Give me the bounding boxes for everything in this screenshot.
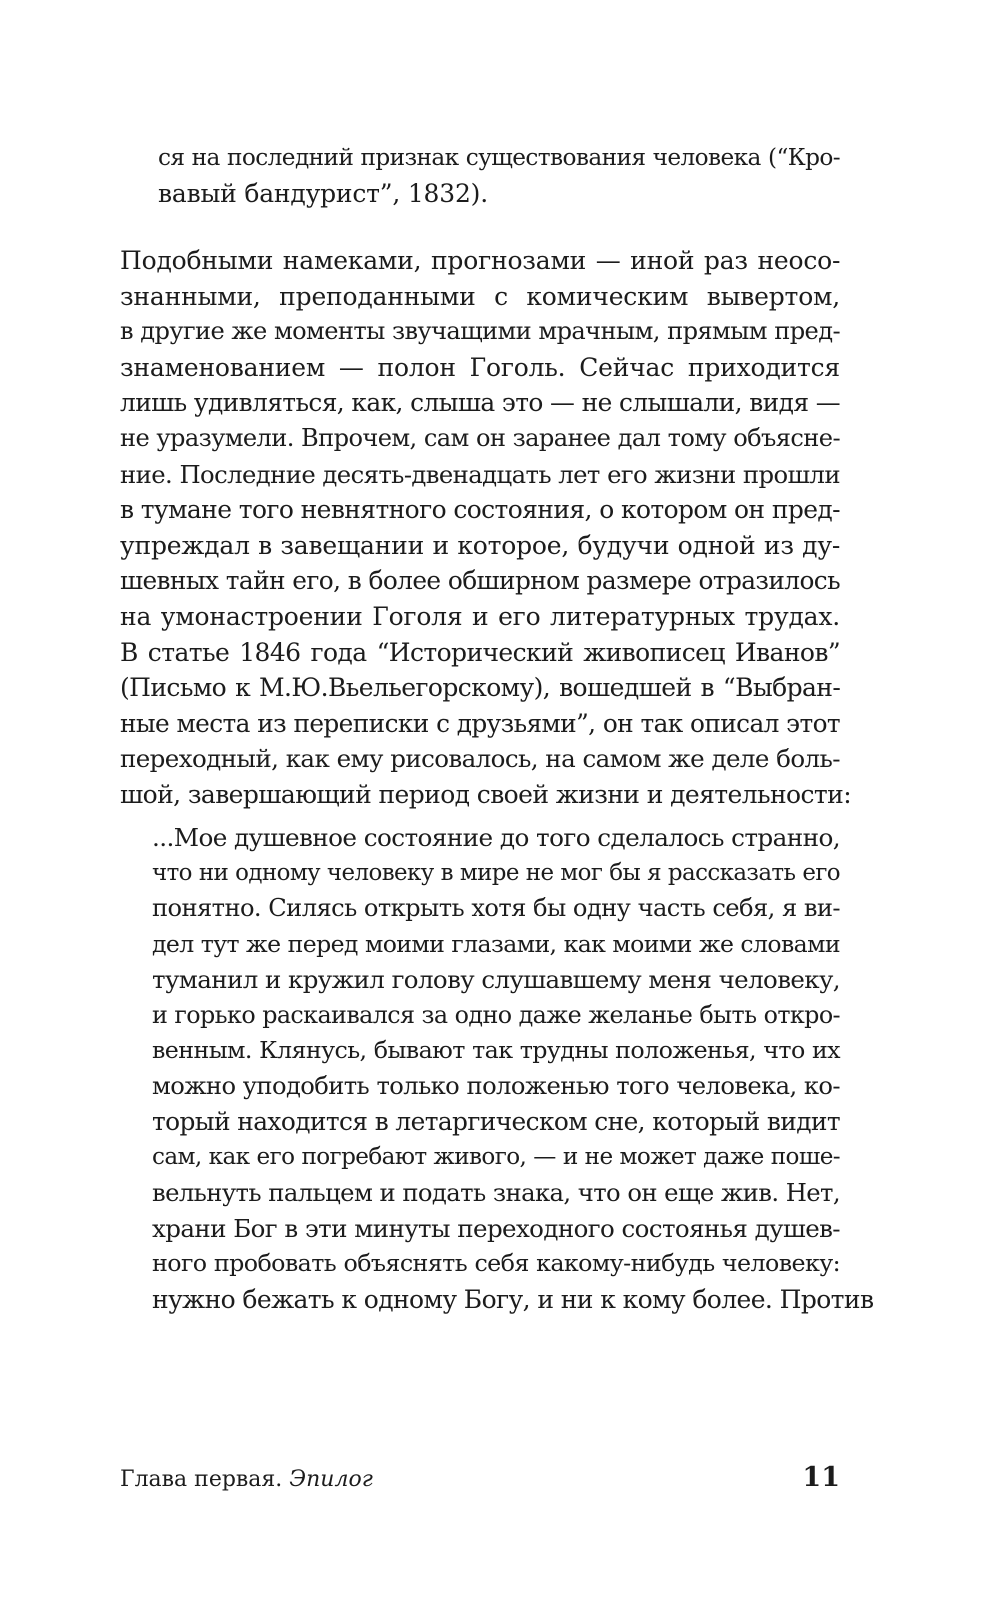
text-line: дел тут же перед моими глазами, как моими же словами <box>152 929 840 958</box>
text-line: ние. Последние десять-двенадцать лет его жизни прошли <box>120 459 840 489</box>
text-line: шевных тайн его, в более обширном размере отразилось <box>120 566 840 596</box>
text-line: ные места из переписки с друзьями”, он так описал этот <box>120 708 840 738</box>
text-line: упреждал в завещании и которое, будучи одной из ду- <box>120 530 841 560</box>
text-line: можно уподобить только положенью того человека, ко- <box>152 1071 840 1100</box>
text-line: понятно. Силясь открыть хотя бы одну часть себя, я ви- <box>152 894 840 922</box>
text-line: В статье 1846 года “Исторический живописец Иванов” <box>120 637 840 667</box>
chapter-title: Глава первая. <box>120 1467 283 1492</box>
text-line: (Письмо к М.Ю.Вьельегорскому), вошедшей в “Выбран- <box>120 673 841 703</box>
text-line: вавый бандурист”, 1832). <box>158 179 488 208</box>
running-footer <box>120 1465 373 1495</box>
text-line: сам, как его погребают живого, — и не может даже поше- <box>152 1143 840 1170</box>
page-number: 11 <box>802 1462 840 1493</box>
section-title: Эпилог <box>289 1467 373 1492</box>
text-line: знаменованием — полон Гоголь. Сейчас приходится <box>120 352 840 382</box>
text-line: лишь удивляться, как, слыша это — не слышали, видя — <box>120 388 840 418</box>
quote-continuation <box>158 140 840 212</box>
text-line: в тумане того невнятного состояния, о котором он пред- <box>120 495 840 525</box>
text-line: знанными, преподанными с комическим вывертом, <box>120 281 841 311</box>
block-quote <box>152 820 874 1317</box>
text-line: торый находится в летаргическом сне, который видит <box>152 1107 840 1136</box>
page-footer <box>120 1457 840 1497</box>
text-line: шой, завершающий период своей жизни и деятельности: <box>120 779 852 809</box>
text-line: ...Мое душевное состояние до того сделалось странно, <box>152 823 840 852</box>
text-line: туманил и кружил голову слушавшему меня человеку, <box>152 965 840 994</box>
text-line: что ни одному человеку в мире не мог бы я рассказать его <box>152 859 840 886</box>
main-paragraph <box>120 243 852 813</box>
text-line: ного пробовать объяснять себя какому-нибудь человеку: <box>152 1249 840 1277</box>
text-line: храни Бог в эти минуты переходного состоянья душев- <box>152 1213 840 1243</box>
text-line: нужно бежать к одному Богу, и ни к кому более. Против <box>152 1284 874 1314</box>
text-line: не уразумели. Впрочем, сам он заранее дал тому объясне- <box>120 423 840 452</box>
text-line: венным. Клянусь, бывают так трудны положенья, что их <box>152 1036 840 1064</box>
text-line: Подобными намеками, прогнозами — иной раз неосо- <box>120 246 841 275</box>
text-line: на умонастроении Гоголя и его литературных трудах. <box>120 601 840 631</box>
text-line: и горько раскаивался за одно даже желанье быть откро- <box>152 1000 840 1029</box>
text-line: вельнуть пальцем и подать знака, что он еще жив. Нет, <box>152 1178 840 1207</box>
text-line: ся на последний признак существования человека (“Кро- <box>158 144 840 171</box>
text-line: в другие же моменты звучащими мрачным, прямым пред- <box>120 317 840 346</box>
text-line: переходный, как ему рисовалось, на самом же деле боль- <box>120 744 840 774</box>
